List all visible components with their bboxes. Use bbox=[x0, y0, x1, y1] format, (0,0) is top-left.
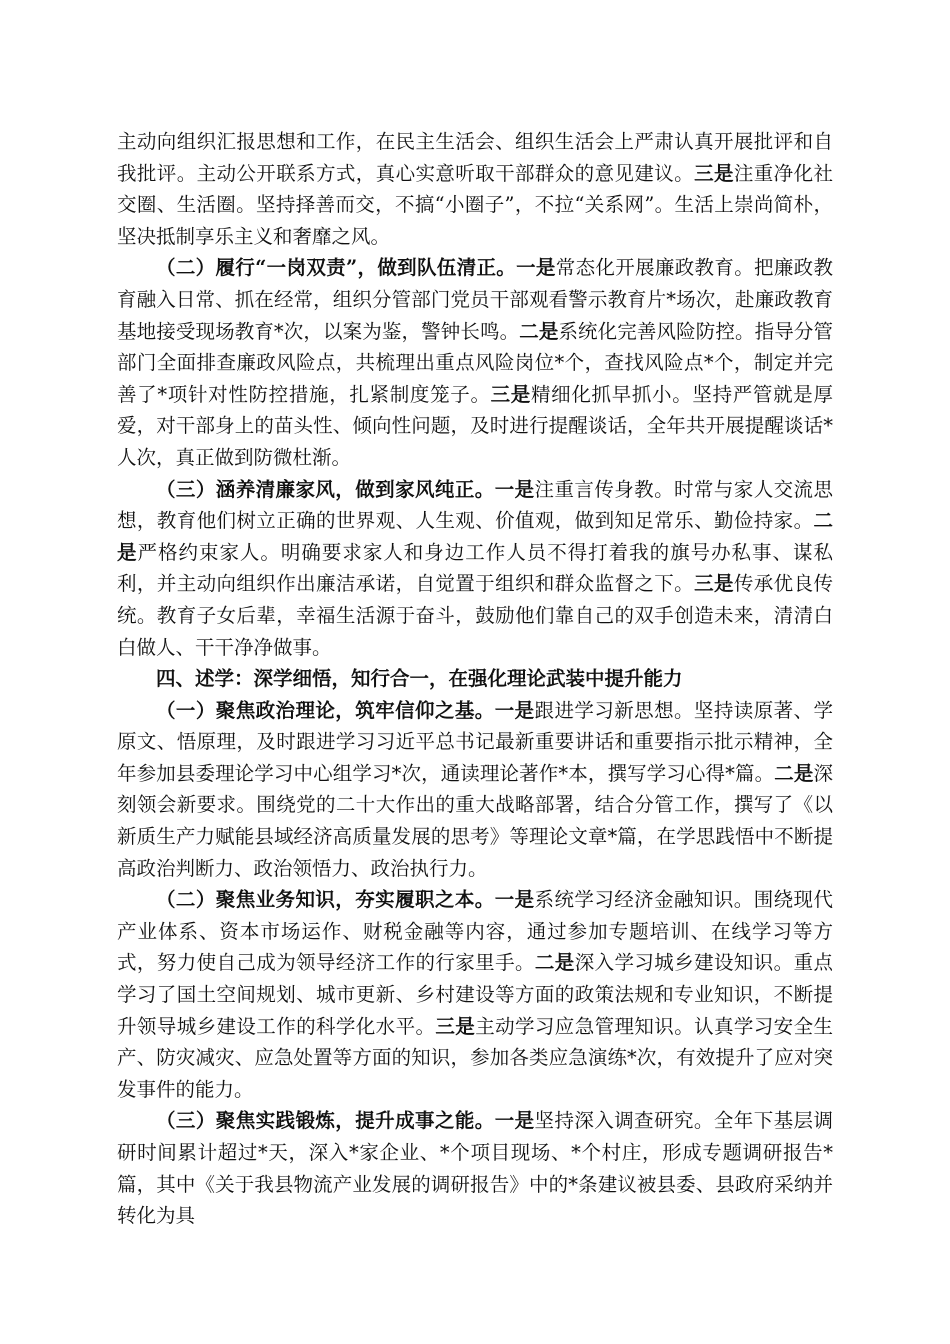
bold-text: （一）聚焦政治理论，筑牢信仰之基。一是 bbox=[156, 698, 535, 722]
bold-text: 二是 bbox=[774, 761, 814, 785]
text-segment: 主动学习应急管理知识。认真学习安全生产、防灾减灾、应急处置等方面的知识，参加各类应急演练*次，有效提升了应对突发事件的能力。 bbox=[117, 1014, 833, 1101]
bold-text: （三）涵养清廉家风，做到家风纯正。一是 bbox=[156, 477, 535, 501]
text-segment: 系统学习经济金融知识。围绕现代产业体系、资本市场运作、财税金融等内容，通过参加专题培训、在线学习等方式，努力使自己成为领导经济工作的行家里手。 bbox=[117, 888, 833, 975]
text-segment: 传承优良传统。教育子女后辈，幸福生活源于奋斗，鼓励他们靠自己的双手创造未来，清清白白做人、干干净净做事。 bbox=[117, 572, 833, 659]
text-segment: 系统化完善风险防控。指导分管部门全面排查廉政风险点，共梳理出重点风险岗位*个，查找风险点*个，制定并完善了*项针对性防控措施，扎紧制度笼子。 bbox=[117, 319, 833, 406]
body-paragraph bbox=[117, 884, 833, 1105]
bold-text: 三是 bbox=[435, 1014, 476, 1038]
bold-text: （三）聚焦实践锻炼，提升成事之能。一是 bbox=[156, 1109, 535, 1133]
text-segment: 坚持深入调查研究。全年下基层调研时间累计超过*天，深入*家企业、*个项目现场、*个村庄，形成专题调研报告*篇，其中《关于我县物流产业发展的调研报告》中的*条建议被县委、县政府采纳并转化为具 bbox=[117, 1109, 833, 1228]
bold-text: （二）聚焦业务知识，夯实履职之本。一是 bbox=[156, 888, 535, 912]
text-segment: 注重净化社交圈、生活圈。坚持择善而交，不搞“小圈子”，不拉“关系网”。生活上崇尚简朴，坚决抵制享乐主义和奢靡之风。 bbox=[117, 161, 833, 248]
text-segment: 精细化抓早抓小。坚持严管就是厚爱，对干部身上的苗头性、倾向性问题，及时进行提醒谈话，全年共开展提醒谈话*人次，真正做到防微杜渐。 bbox=[117, 382, 833, 469]
text-segment: 主动向组织汇报思想和工作，在民主生活会、组织生活会上严肃认真开展批评和自我批评。主动公开联系方式，真心实意听取干部群众的意见建议。 bbox=[117, 130, 833, 185]
text-segment: 深刻领会新要求。围绕党的二十大作出的重大战略部署，结合分管工作，撰写了《以新质生产力赋能县域经济高质量发展的思考》等理论文章*篇，在学思践悟中不断提高政治判断力、政治领悟力、政治执行力。 bbox=[117, 761, 833, 880]
section-heading bbox=[117, 663, 833, 695]
text-segment: 跟进学习新思想。坚持读原著、学原文、悟原理，及时跟进学习习近平总书记最新重要讲话和重要指示批示精神，全年参加县委理论学习中心组学习*次，通读理论著作*本，撰写学习心得*篇。 bbox=[117, 698, 833, 785]
document-page bbox=[117, 126, 833, 1232]
body-paragraph bbox=[117, 1105, 833, 1231]
bold-text: 二是 bbox=[534, 951, 575, 975]
bold-text: 三是 bbox=[694, 161, 734, 185]
bold-text: 四、述学：深学细悟，知行合一，在强化理论武装中提升能力 bbox=[156, 667, 683, 691]
body-paragraph bbox=[117, 252, 833, 473]
text-segment: 严格约束家人。明确要求家人和身边工作人员不得打着我的旗号办私事、谋私利，并主动向组织作出廉洁承诺，自觉置于组织和群众监督之下。 bbox=[117, 540, 833, 596]
body-paragraph bbox=[117, 695, 833, 885]
text-segment: 常态化开展廉政教育。把廉政教育融入日常、抓在经常，组织分管部门党员干部观看警示教育片*场次，赴廉政教育基地接受现场教育*次，以案为鉴，警钟长鸣。 bbox=[117, 256, 833, 343]
bold-text: 三是 bbox=[490, 382, 531, 406]
bold-text: （二）履行“一岗双责”，做到队伍清正。一是 bbox=[156, 256, 556, 280]
body-paragraph bbox=[117, 126, 833, 252]
text-segment: 注重言传身教。时常与家人交流思想，教育他们树立正确的世界观、人生观、价值观，做到知足常乐、勤俭持家。 bbox=[117, 477, 833, 533]
bold-text: 二是 bbox=[117, 509, 833, 564]
bold-text: 三是 bbox=[694, 572, 734, 596]
bold-text: 二是 bbox=[519, 319, 559, 343]
body-paragraph bbox=[117, 474, 833, 664]
text-segment: 深入学习城乡建设知识。重点学习了国土空间规划、城市更新、乡村建设等方面的政策法规和专业知识，不断提升领导城乡建设工作的科学化水平。 bbox=[117, 951, 833, 1038]
